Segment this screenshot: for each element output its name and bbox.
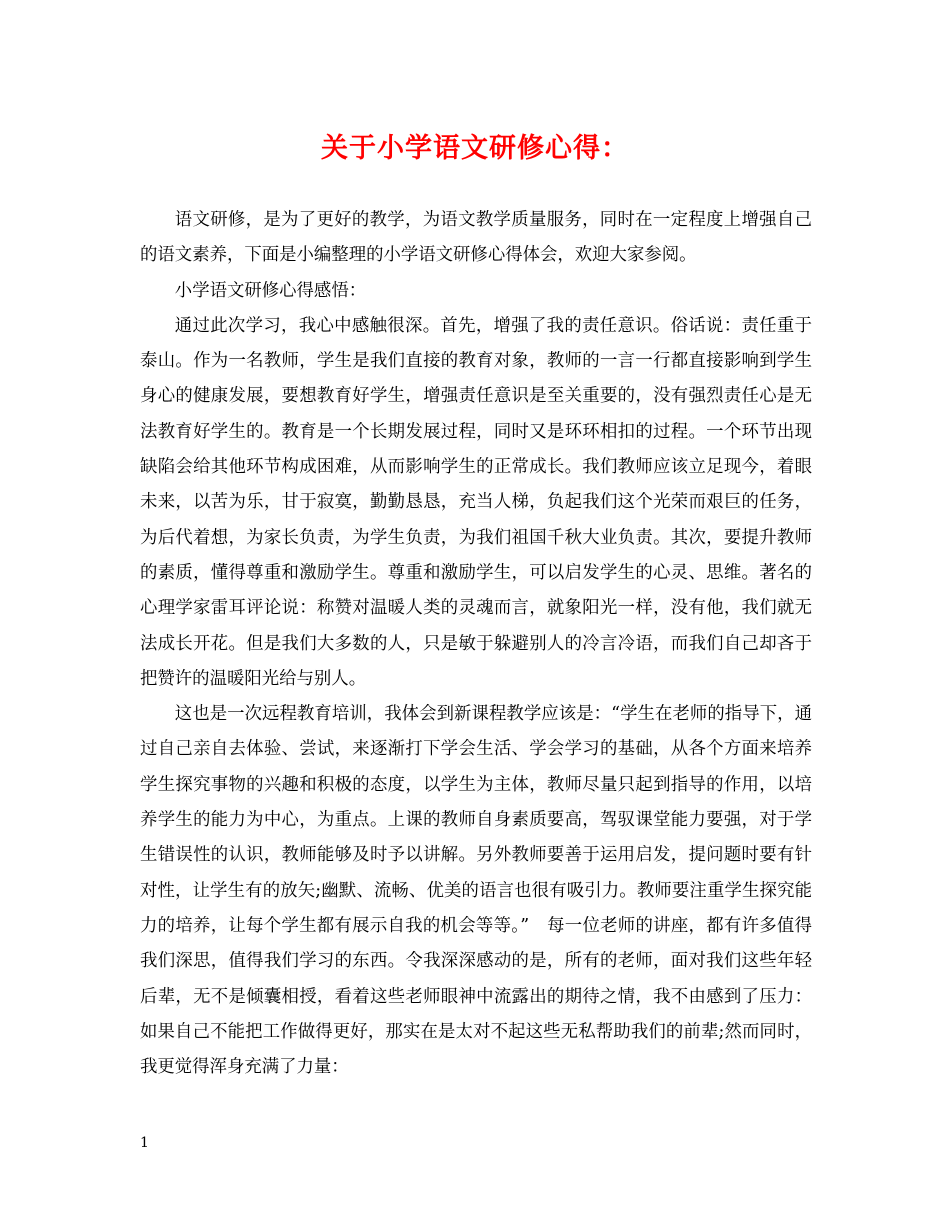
document-body: [140, 203, 812, 1085]
paragraph-heading: 小学语文研修心得感悟：: [174, 280, 367, 301]
paragraph-body-1: 通过此次学习，我心中感触很深。首先，增强了我的责任意识。俗话说：责任重于泰山。作为一名教师，学生是我们直接的教育对象，教师的一言一行都直接影响到学生身心的健康发展，要想教育好学生，增强责任意识是至关重要的，没有强烈责任心是无法教育好学生的。教育是一个长期发展过程，同时又是环环相扣的过程。一个环节出现缺陷会给其他环节构成困难，从而影响学生的正常成长。我们教师应该立足现今，着眼未来，以苦为乐，甘于寂寞，勤勤恳恳，充当人梯，负起我们这个光荣而艰巨的任务，为后代着想，为家长负责，为学生负责，为我们祖国千秋大业负责。其次，要提升教师的素质，懂得尊重和激励学生。尊重和激励学生，可以启发学生的心灵、思维。著名的心理学家雷耳评论说：称赞对温暖人类的灵魂而言，就象阳光一样，没有他，我们就无法成长开花。但是我们大多数的人，只是敏于躲避别人的冷言冷语，而我们自己却吝于把赞许的温暖阳光给与别人。: [140, 315, 812, 689]
paragraph-intro: 语文研修，是为了更好的教学，为语文教学质量服务，同时在一定程度上增强自己的语文素养，下面是小编整理的小学语文研修心得体会，欢迎大家参阅。: [140, 210, 812, 266]
document-title: 关于小学语文研修心得：: [321, 133, 629, 164]
page-number: 1: [140, 1135, 149, 1151]
paragraph-body-2: 这也是一次远程教育培训，我体会到新课程教学应该是：“学生在老师的指导下，通过自己亲自去体验、尝试，来逐渐打下学会生活、学会学习的基础，从各个方面来培养学生探究事物的兴趣和积极的态度，以学生为主体，教师尽量只起到指导的作用，以培养学生的能力为中心，为重点。上课的教师自身素质要高，驾驭课堂能力要强，对于学生错误性的认识，教师能够及时予以讲解。另外教师要善于运用启发，提问题时要有针对性，让学生有的放矢;幽默、流畅、优美的语言也很有吸引力。教师要注重学生探究能力的培养，让每个学生都有展示自我的机会等等。” 每一位老师的讲座，都有许多值得我们深思，值得我们学习的东西。令我深深感动的是，所有的老师，面对我们这些年轻后辈，无不是倾囊相授，看着这些老师眼神中流露出的期待之情，我不由感到了压力：如果自己不能把工作做得更好，那实在是太对不起这些无私帮助我们的前辈;然而同时，我更觉得浑身充满了力量：: [140, 704, 812, 1078]
